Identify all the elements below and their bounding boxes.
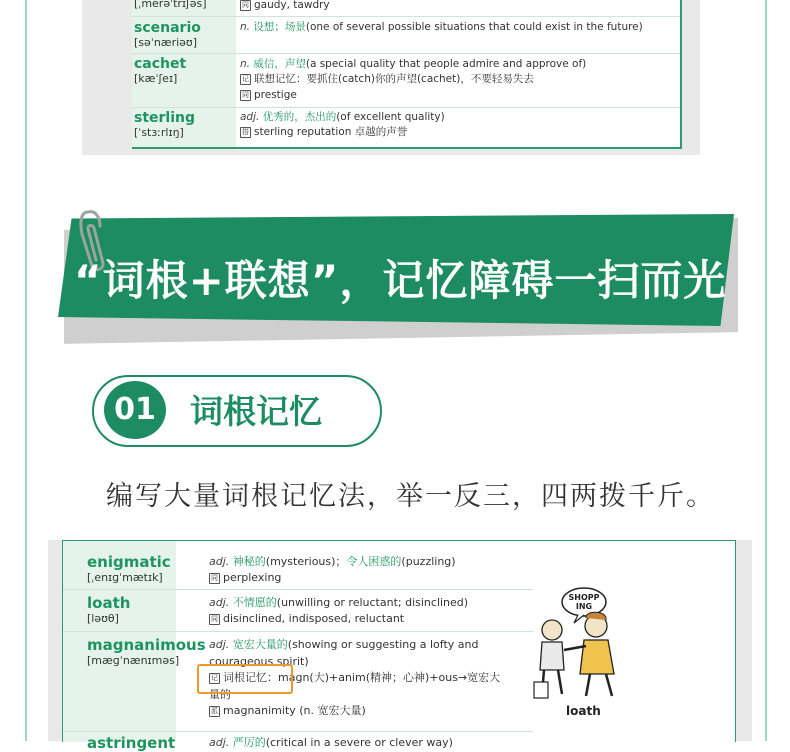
entry-ipa: [ˈstɜːrlɪŋ] [134,126,184,139]
entry-cachet [134,56,186,85]
memory-text-cont: 量的 [209,687,231,701]
section-subtitle: 编写大量词根记忆法，举一反三，四两拨千斤。 [106,481,715,512]
entry-sterling [134,110,195,139]
entry-headword: magnanimous [87,636,206,654]
top-word-card-inner [132,0,682,149]
entry-headword: enigmatic [87,553,171,571]
entry-ipa: [səˈnæriəʊ] [134,36,198,49]
entry-en: (of excellent quality) [336,111,445,123]
loath-illustration [528,586,628,704]
illustration-caption: loath [566,704,601,718]
entry-cachet-def [240,57,680,103]
entry-pos: adj. [240,111,260,123]
entry-line: perplexing [223,571,282,584]
entry-ipa: [ˌmerəˈtrɪʃəs] [134,0,207,10]
entry-ipa: [ləʊθ] [87,612,119,625]
entry-zh: 不情愿的 [232,596,277,609]
synonym-tag-icon: 同 [242,90,249,99]
entry-scenario-def [240,20,670,35]
entry-zh-2: 令人困惑的 [346,555,402,568]
entry-en: (unwilling or reluctant; disinclined) [276,596,469,609]
entry-en-cont: courageous spirit) [209,654,309,668]
entry-ipa: [mæɡˈnænɪməs] [87,654,180,667]
bubble-text-line2: ING [575,602,593,611]
derivative-tag-icon: 派 [211,706,218,715]
entry-scenario [134,20,201,49]
section-number-badge: 01 [104,381,166,439]
row-divider [132,53,680,54]
right-border-rail [765,0,767,741]
entry-en: (a special quality that people admire and approve of) [305,58,587,70]
memory-tag-icon: 记 [211,673,218,682]
entry-en: (critical in a severe or clever way) [265,736,453,749]
entry-headword: loath [87,594,131,612]
entry-astringent-def [209,735,539,750]
bubble-text-line1: SHOPP [568,593,600,602]
memory-label: 词根记忆： [223,671,278,684]
entry-astringent [87,734,175,752]
collocation-tag-icon: 搭 [242,127,249,136]
entry-pos: n. [240,21,250,33]
entry-zh: 威信，声望 [253,58,306,70]
entry-line: magnanimity (n. 宽宏大量) [223,704,366,717]
entry-zh: 优秀的，杰出的 [262,111,337,123]
entry-headword: cachet [134,56,187,72]
entry-loath-def [209,595,539,627]
entry-en: (one of several possible situations that could exist in the future) [305,21,643,33]
entry-pos: n. [240,58,250,70]
memory-tag-icon: 记 [242,74,249,83]
man-head [542,620,562,640]
entry-line: gaudy, tawdry [254,0,330,11]
synonym-tag-icon: 同 [211,573,218,582]
entry-meretricious [134,0,207,10]
entry-headword: astringent [87,734,176,752]
synonym-tag-icon: 同 [211,614,218,623]
row-divider [63,589,533,590]
entry-line: prestige [254,89,297,101]
entry-pos: adj. [209,555,230,568]
row-divider [132,16,680,17]
left-border-rail [25,0,27,741]
entry-pos: adj. [209,596,230,609]
bottom-word-card-inner [62,540,736,752]
entry-line: 联想记忆：要抓住(catch)你的声望(cachet)，不要轻易失去 [254,73,534,85]
row-divider [132,107,680,108]
memory-text: magn(大)+anim(精神；心神)+ous→宽宏大 [278,671,501,684]
entry-pos: adj. [209,736,230,749]
entry-en: (showing or suggesting a lofty and [287,638,479,651]
top-word-card [82,0,700,155]
entry-ipa: [ˌenɪɡˈmætɪk] [87,571,163,584]
synonym-tag-icon: 同 [242,0,249,9]
entry-line: disinclined, indisposed, reluctant [223,612,405,625]
banner-title: “词根+联想”，记忆障碍一扫而光 [74,256,727,305]
entry-loath [87,594,130,625]
entry-zh: 神秘的 [232,555,266,568]
section-title: 词根记忆 [190,392,322,431]
entry-meretricious-def [240,0,670,13]
entry-zh: 设想；场景 [253,21,306,33]
shopping-bag-icon [534,682,548,698]
bottom-word-card [48,540,752,752]
entry-en-2: (puzzling) [401,555,456,568]
entry-pos: adj. [209,638,230,651]
entry-zh: 严厉的 [232,736,266,749]
entry-enigmatic-def [209,554,649,586]
row-divider [63,631,533,632]
entry-line: sterling reputation 卓越的声誉 [254,126,408,138]
memory-highlight-box [197,664,293,694]
entry-headword: sterling [134,110,196,126]
row-divider [63,731,533,732]
entry-enigmatic [87,553,171,584]
entry-ipa: [kæˈʃeɪ] [134,72,178,85]
entry-sterling-def [240,110,670,140]
entry-magnanimous [87,636,206,667]
entry-zh: 宽宏大量的 [232,638,288,651]
entry-en: (mysterious)； [265,555,347,568]
entry-headword: scenario [134,20,201,36]
